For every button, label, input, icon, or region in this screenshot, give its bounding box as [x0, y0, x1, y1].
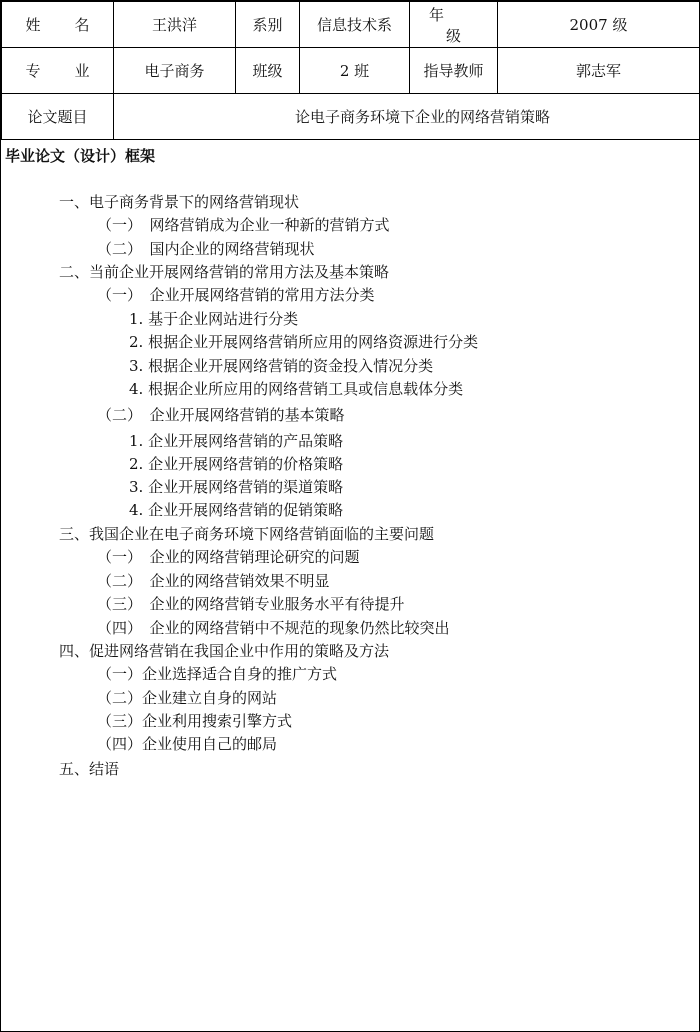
dept-value: 信息技术系 — [300, 2, 410, 48]
info-row-2 — [2, 48, 700, 94]
outline-line: 三、我国企业在电子商务环境下网络营销面临的主要问题 — [59, 525, 435, 543]
outline-title: 毕业论文（设计）框架 — [5, 147, 156, 165]
info-row-3 — [2, 94, 700, 140]
dept-label: 系别 — [236, 2, 300, 48]
name-label-cell — [2, 2, 124, 48]
name-label: 姓名 — [25, 16, 124, 34]
outline-line: （四） 企业的网络营销中不规范的现象仍然比较突出 — [97, 619, 450, 637]
advisor-value: 郭志军 — [498, 48, 700, 94]
outline-line: （一） 企业的网络营销理论研究的问题 — [97, 548, 360, 566]
info-table — [1, 1, 700, 140]
name-value: 王洪洋 — [114, 2, 236, 48]
major-value: 电子商务 — [114, 48, 236, 94]
outline-line: 3. 企业开展网络营销的渠道策略 — [129, 478, 344, 496]
outline-line: 2. 根据企业开展网络营销所应用的网络资源进行分类 — [129, 333, 479, 351]
outline-line: 4. 企业开展网络营销的促销策略 — [129, 501, 344, 519]
class-value: 2 班 — [300, 48, 410, 94]
topic-label: 论文题目 — [2, 94, 114, 140]
outline-line: 一、电子商务背景下的网络营销现状 — [59, 193, 300, 211]
outline-line: （二）企业建立自身的网站 — [97, 689, 278, 707]
outline-line: 四、促进网络营销在我国企业中作用的策略及方法 — [59, 642, 390, 660]
major-label: 专业 — [25, 62, 124, 80]
outline-line: （四）企业使用自己的邮局 — [97, 735, 278, 753]
outline-line: （二） 企业的网络营销效果不明显 — [97, 572, 330, 590]
outline-line: 4. 根据企业所应用的网络营销工具或信息载体分类 — [129, 380, 464, 398]
outline-line: （三）企业利用搜索引擎方式 — [97, 712, 293, 730]
outline-line: 1. 企业开展网络营销的产品策略 — [129, 432, 344, 450]
outline-line: （三） 企业的网络营销专业服务水平有待提升 — [97, 595, 405, 613]
info-row-1 — [2, 2, 700, 48]
topic-value: 论电子商务环境下企业的网络营销策略 — [114, 94, 700, 140]
outline-line: 2. 企业开展网络营销的价格策略 — [129, 455, 344, 473]
grade-label: 年级 — [428, 5, 495, 45]
outline-line: （一）企业选择适合自身的推广方式 — [97, 665, 338, 683]
outline-line: （一） 企业开展网络营销的常用方法分类 — [97, 286, 375, 304]
class-label: 班级 — [236, 48, 300, 94]
grade-value: 2007 级 — [498, 2, 700, 48]
outline-line: 二、当前企业开展网络营销的常用方法及基本策略 — [59, 263, 390, 281]
grade-label-cell — [410, 2, 498, 48]
outline-line: 3. 根据企业开展网络营销的资金投入情况分类 — [129, 357, 434, 375]
major-label-cell — [2, 48, 124, 94]
outline-line: （一） 网络营销成为企业一种新的营销方式 — [97, 216, 390, 234]
outline-line: 五、结语 — [59, 760, 120, 778]
advisor-label: 指导教师 — [410, 48, 498, 94]
outline-line: 1. 基于企业网站进行分类 — [129, 310, 299, 328]
outline-line: （二） 国内企业的网络营销现状 — [97, 240, 315, 258]
outline-line: （二） 企业开展网络营销的基本策略 — [97, 406, 345, 424]
